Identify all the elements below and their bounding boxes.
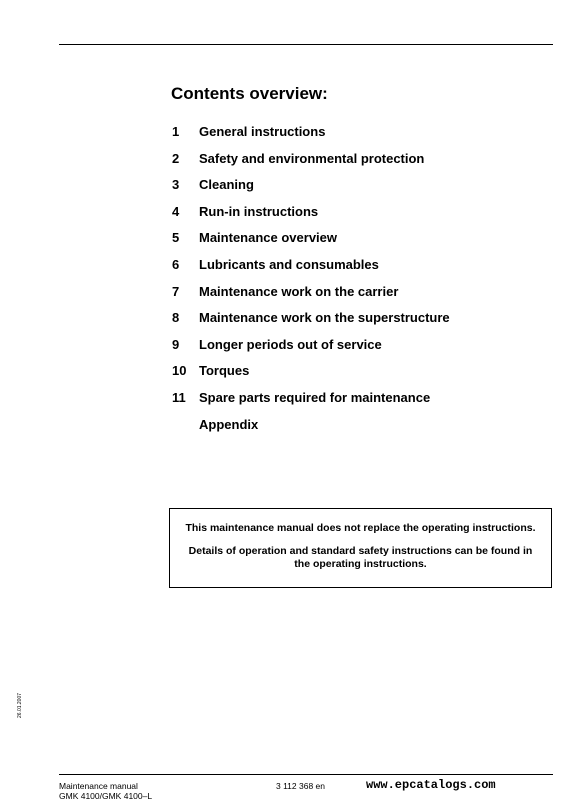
toc-number: 2	[172, 150, 180, 166]
contents-list	[172, 122, 552, 441]
toc-item[interactable]	[172, 308, 552, 335]
bottom-rule	[59, 774, 553, 775]
side-date: 26.01.2007	[17, 692, 23, 718]
footer-manual-title: Maintenance manual	[59, 781, 138, 791]
toc-item[interactable]	[172, 361, 552, 388]
toc-number: 11	[172, 389, 186, 405]
toc-item[interactable]	[172, 122, 552, 149]
toc-label: General instructions	[199, 124, 326, 139]
toc-label: Longer periods out of service	[199, 336, 382, 352]
page-title: Contents overview:	[171, 84, 328, 103]
toc-item[interactable]	[172, 255, 552, 282]
notice-box	[169, 508, 552, 588]
toc-item[interactable]	[172, 149, 552, 176]
toc-label: Maintenance work on the carrier	[199, 283, 399, 299]
footer-document-code: 3 112 368 en	[276, 781, 325, 791]
toc-label: Maintenance work on the superstructure	[199, 310, 450, 326]
toc-item[interactable]	[172, 335, 552, 362]
toc-label: Appendix	[199, 416, 259, 432]
toc-number: 3	[172, 177, 180, 193]
toc-number: 10	[172, 363, 187, 379]
toc-item[interactable]	[172, 175, 552, 202]
toc-label: Lubricants and consumables	[199, 256, 379, 272]
notice-line-1: This maintenance manual does not replace the operating instructions.	[185, 522, 536, 534]
toc-item[interactable]	[172, 202, 552, 229]
toc-number: 1	[172, 124, 180, 139]
toc-number: 5	[172, 230, 180, 246]
toc-label: Spare parts required for maintenance	[199, 389, 431, 405]
toc-number: 8	[172, 310, 180, 326]
toc-label: Torques	[199, 363, 250, 379]
toc-item[interactable]	[172, 415, 552, 442]
toc-item[interactable]	[172, 228, 552, 255]
footer-url-link[interactable]: www.epcatalogs.com	[366, 778, 496, 792]
toc-item[interactable]	[172, 388, 552, 415]
toc-label: Safety and environmental protection	[199, 150, 425, 166]
toc-number: 9	[172, 336, 180, 352]
toc-number: 7	[172, 283, 180, 299]
toc-label: Maintenance overview	[199, 230, 337, 246]
toc-number: 6	[172, 256, 180, 272]
notice-line-2: Details of operation and standard safety instructions can be found in the operating instructions.	[188, 545, 533, 570]
toc-label: Cleaning	[199, 177, 254, 193]
toc-number: 4	[172, 203, 180, 219]
top-rule	[59, 44, 553, 45]
toc-item[interactable]	[172, 282, 552, 309]
footer-model: GMK 4100/GMK 4100–L	[59, 791, 153, 801]
toc-label: Run-in instructions	[199, 203, 319, 219]
